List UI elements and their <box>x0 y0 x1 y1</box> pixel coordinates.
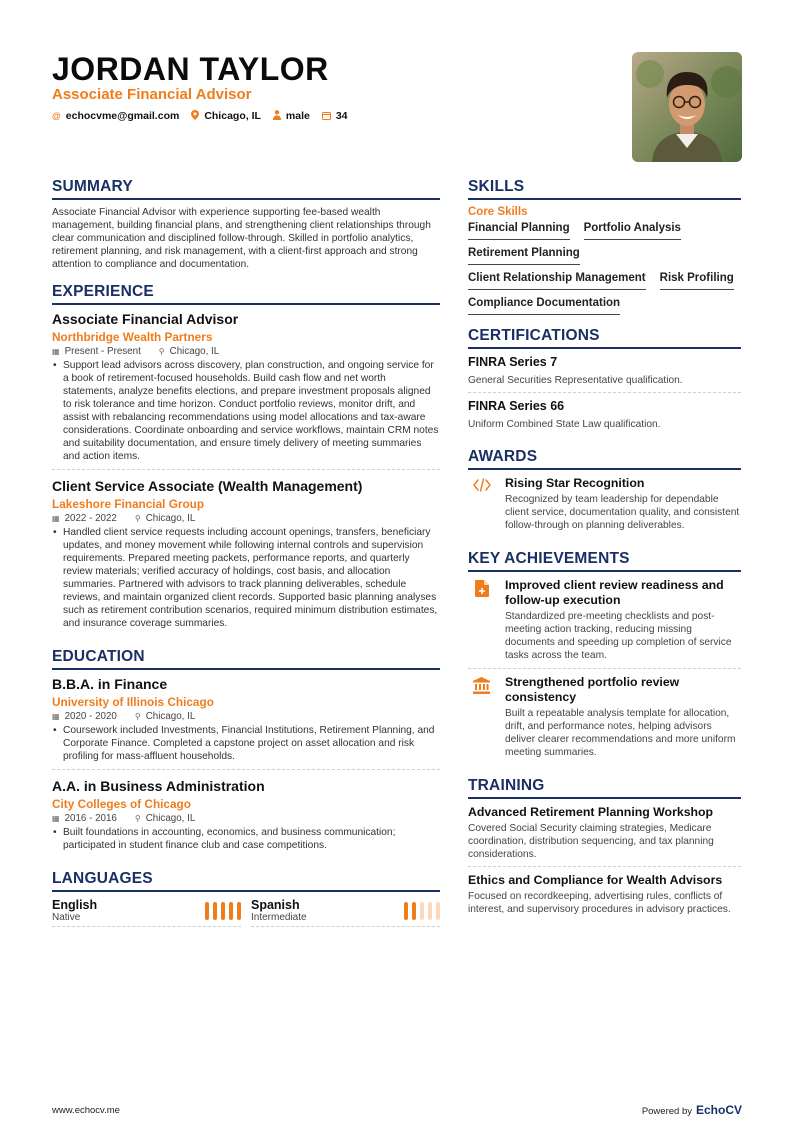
location-text: Chicago, IL <box>145 813 196 824</box>
location-text: Chicago, IL <box>145 711 196 722</box>
certifications-section <box>468 327 741 436</box>
entry-location <box>135 813 195 824</box>
date-range <box>52 346 141 357</box>
rating-bar-empty <box>436 902 440 920</box>
skills-subheading: Core Skills <box>468 206 528 218</box>
experience-entry <box>52 311 440 470</box>
language-name: English <box>52 898 98 912</box>
document-plus-icon <box>468 578 495 662</box>
skill-tag: Financial Planning <box>468 221 570 240</box>
summary-text: Associate Financial Advisor with experience supporting fee-based wealth management, building financial plans, and strengthening client relationships through clear communication and disciplined follow-through. Skilled in portfolio analytics, retirement planning, and risk management, with a client-first approach and strong attention to compliance and documentation. <box>52 207 431 270</box>
job-title: Client Service Associate (Wealth Management) <box>52 478 363 494</box>
location-text: Chicago, IL <box>204 110 261 122</box>
achievements-heading: KEY ACHIEVEMENTS <box>468 550 741 572</box>
award-title: Rising Star Recognition <box>505 476 645 490</box>
education-heading: EDUCATION <box>52 648 440 670</box>
entry-location <box>135 513 195 524</box>
age-text: 34 <box>335 110 348 122</box>
location-text: Chicago, IL <box>169 346 220 357</box>
training-title: Ethics and Compliance for Wealth Advisors <box>468 873 723 887</box>
rating-bar-filled <box>412 902 416 920</box>
languages-heading: LANGUAGES <box>52 870 440 892</box>
achievement-item <box>468 578 741 669</box>
achievement-desc: Built a repeatable analysis template for allocation, drift, and performance notes, helping advisors deliver clearer recommendations and more uniform meeting summaries. <box>505 708 736 758</box>
education-entry <box>52 676 440 770</box>
certification-item <box>468 355 741 393</box>
experience-heading: EXPERIENCE <box>52 283 440 305</box>
language-level: Native <box>52 912 81 923</box>
training-heading: TRAINING <box>468 777 741 799</box>
skills-section <box>468 178 741 315</box>
rating-bar-filled <box>404 902 408 920</box>
gender-text: male <box>285 110 310 122</box>
rating-bar-filled <box>221 902 225 920</box>
bank-icon <box>468 675 495 759</box>
date-range <box>52 813 117 824</box>
training-desc: Focused on recordkeeping, advertising rules, conflicts of interest, and supervisory procedures in advisory practices. <box>468 891 731 915</box>
training-section <box>468 777 741 921</box>
summary-heading: SUMMARY <box>52 178 440 200</box>
candidate-role: Associate Financial Advisor <box>52 86 252 103</box>
summary-section <box>52 178 440 271</box>
contact-gender <box>273 110 310 122</box>
degree-title: B.B.A. in Finance <box>52 676 168 692</box>
language-rating-bars <box>205 902 241 920</box>
language-item <box>251 898 440 927</box>
entry-meta <box>52 711 440 722</box>
skill-tag: Compliance Documentation <box>468 296 620 315</box>
achievement-title: Strengthened portfolio review consistency <box>505 675 680 704</box>
achievement-item <box>468 675 741 765</box>
candidate-name: JORDAN TAYLOR <box>52 51 329 87</box>
skills-heading: SKILLS <box>468 178 741 200</box>
experience-entry <box>52 478 440 636</box>
training-title: Advanced Retirement Planning Workshop <box>468 805 714 819</box>
education-section <box>52 648 440 858</box>
certification-desc: Uniform Combined State Law qualification. <box>468 419 661 430</box>
company-name: Northbridge Wealth Partners <box>52 330 213 344</box>
bullet-list <box>52 359 440 463</box>
calendar-icon: ▦ <box>52 347 60 356</box>
award-desc: Recognized by team leadership for dependable client service, documentation quality, and consistent follow-through on planning deliverables. <box>505 494 740 531</box>
profile-photo <box>632 52 742 162</box>
bullet-list <box>52 724 440 763</box>
entry-meta <box>52 513 440 524</box>
contact-email[interactable] <box>52 110 179 122</box>
brand-logo: EchoCV <box>695 1103 742 1117</box>
skill-tag: Client Relationship Management <box>468 271 646 290</box>
skill-tag: Retirement Planning <box>468 246 580 265</box>
map-pin-icon: ⚲ <box>134 814 141 823</box>
date-text: 2022 - 2022 <box>64 513 117 524</box>
calendar-icon: ▦ <box>52 514 60 523</box>
rating-bar-filled <box>205 902 209 920</box>
location-text: Chicago, IL <box>145 513 196 524</box>
certifications-heading: CERTIFICATIONS <box>468 327 741 349</box>
company-name: Lakeshore Financial Group <box>52 497 205 511</box>
bullet-item: • Built foundations in accounting, economics, and business communication; participated in student finance club and case competitions. <box>52 826 440 852</box>
date-text: 2016 - 2016 <box>64 813 117 824</box>
languages-section <box>52 870 440 927</box>
bullet-item: • Support lead advisors across discovery, plan construction, and ongoing service for a book of retirement-focused households. Build cash flow and net worth statements, analyze benefits elections, and prepare investment proposals aligned to risk tolerance and time horizon. Conduct portfolio reviews, monitor drift, and assist with rebalancing recommendations using model allocations and tax-aware considerations. Coordinate onboarding and service workflows, maintain CRM notes and suitability documentation, and ensure timely delivery of meeting summaries and action items. <box>52 359 440 463</box>
entry-location <box>159 346 219 357</box>
bullet-item: • Coursework included Investments, Financial Institutions, Retirement Planning, and Corporate Finance. Completed a capstone project on asset allocation and risk profiling for mass-affluent households. <box>52 724 440 763</box>
right-column <box>468 178 741 933</box>
footer-site-link[interactable]: www.echocv.me <box>52 1105 120 1116</box>
date-range <box>52 711 117 722</box>
training-item <box>468 873 741 921</box>
language-name: Spanish <box>251 898 300 912</box>
map-pin-icon: ⚲ <box>158 347 165 356</box>
skill-tag: Risk Profiling <box>660 271 734 290</box>
job-title: Associate Financial Advisor <box>52 311 239 327</box>
contact-location <box>191 110 261 122</box>
school-name: City Colleges of Chicago <box>52 797 191 811</box>
language-rating-bars <box>404 902 440 920</box>
map-pin-icon: ⚲ <box>134 712 141 721</box>
at-icon: @ <box>52 111 61 121</box>
experience-section <box>52 283 440 636</box>
contact-age <box>322 110 348 122</box>
rating-bar-empty <box>420 902 424 920</box>
bullet-list <box>52 526 440 630</box>
contact-row <box>52 110 612 122</box>
language-level: Intermediate <box>251 912 307 923</box>
certification-title: FINRA Series 7 <box>468 355 558 369</box>
education-entry <box>52 778 440 858</box>
training-desc: Covered Social Security claiming strategies, Medicare coordination, distribution sequencing, and tax planning considerations. <box>468 823 714 860</box>
rating-bar-empty <box>428 902 432 920</box>
bullet-list <box>52 826 440 852</box>
resume-header <box>52 52 612 122</box>
calendar-icon: ▦ <box>52 712 60 721</box>
code-icon <box>468 476 495 532</box>
school-name: University of Illinois Chicago <box>52 695 214 709</box>
calendar-icon: ▦ <box>52 814 60 823</box>
awards-section <box>468 448 741 538</box>
calendar-icon <box>322 111 331 122</box>
map-pin-icon <box>191 110 199 122</box>
certification-title: FINRA Series 66 <box>468 399 565 413</box>
certification-item <box>468 399 741 436</box>
date-text: Present - Present <box>64 346 141 357</box>
language-list <box>52 898 440 927</box>
entry-meta <box>52 813 440 824</box>
footer-powered-by[interactable] <box>642 1103 742 1117</box>
map-pin-icon: ⚲ <box>134 514 141 523</box>
rating-bar-filled <box>237 902 241 920</box>
entry-meta <box>52 346 440 357</box>
left-column <box>52 178 440 939</box>
achievement-title: Improved client review readiness and follow-up execution <box>505 578 724 607</box>
rating-bar-filled <box>213 902 217 920</box>
date-range <box>52 513 117 524</box>
skill-tag: Portfolio Analysis <box>584 221 681 240</box>
certification-desc: General Securities Representative qualification. <box>468 375 683 386</box>
awards-heading: AWARDS <box>468 448 741 470</box>
award-item <box>468 476 741 538</box>
degree-title: A.A. in Business Administration <box>52 778 265 794</box>
achievement-desc: Standardized pre-meeting checklists and post-meeting action tracking, reducing missing documents and speeding up completion of service tasks across the team. <box>505 611 732 661</box>
language-item <box>52 898 241 927</box>
date-text: 2020 - 2020 <box>64 711 117 722</box>
skill-list <box>468 221 741 315</box>
achievements-section <box>468 550 741 765</box>
person-icon <box>273 110 281 122</box>
entry-location <box>135 711 195 722</box>
powered-by-text: Powered by <box>641 1106 692 1117</box>
email-text: echocvme@gmail.com <box>65 110 180 122</box>
training-item <box>468 805 741 867</box>
rating-bar-filled <box>229 902 233 920</box>
bullet-item: • Handled client service requests including account openings, transfers, beneficiary updates, and money movement while following internal controls and supervision requirements. Prepared meeting packets, performance reports, and quarterly review materials; verified accuracy of holdings, cost basis, and allocation summaries. Partnered with advisors to track planning deliverables, schedule reviews, and maintain organized client records. Supported basic planning analyses such as retirement contribution scenarios, required minimum distribution estimates, and insurance coverage summaries. <box>52 526 440 630</box>
